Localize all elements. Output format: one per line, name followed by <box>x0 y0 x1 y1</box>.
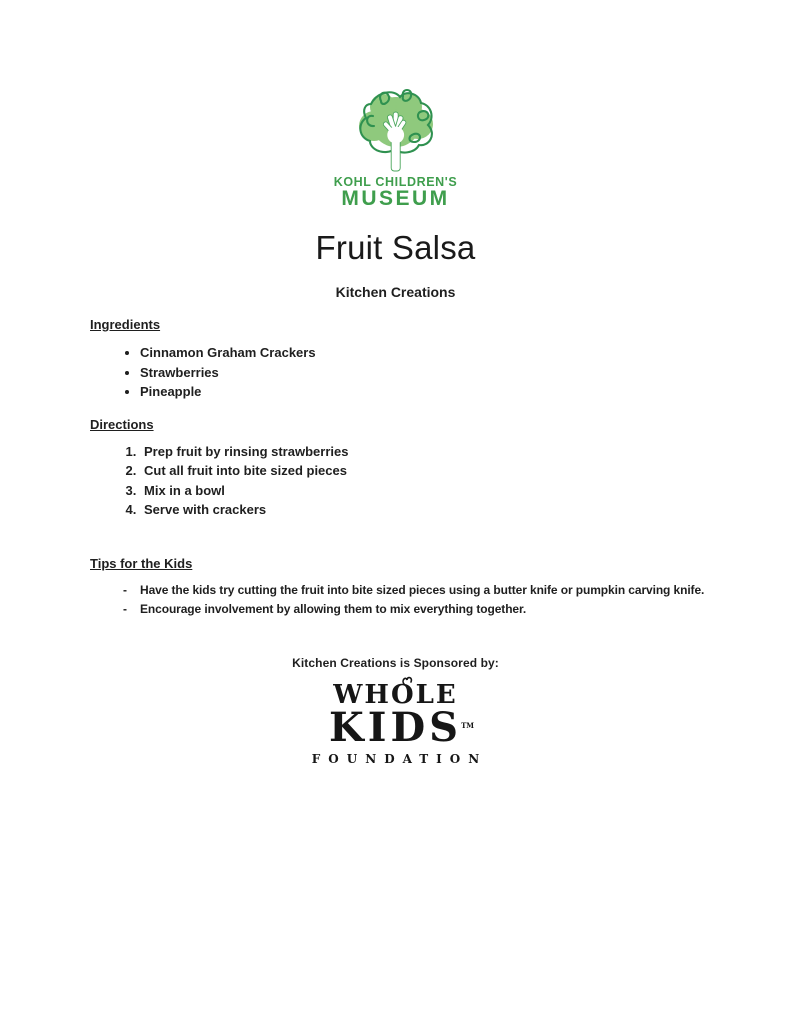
museum-name-line1: KOHL CHILDREN'S <box>333 175 458 189</box>
list-item <box>140 481 761 501</box>
list-item <box>140 363 761 383</box>
tips-heading: Tips for the Kids <box>90 555 193 571</box>
wk-logo-foundation: FOUNDATION <box>311 751 488 766</box>
list-item <box>140 581 761 600</box>
direction-text: Mix in a bowl <box>144 482 225 498</box>
tree-with-hand-icon <box>350 86 442 172</box>
wk-logo-kids-text: KIDS <box>328 703 463 751</box>
ingredient-text: Cinnamon Graham Crackers <box>140 345 316 360</box>
ingredient-text: Strawberries <box>140 364 219 380</box>
ingredient-text: Pineapple <box>140 384 202 399</box>
list-item <box>140 343 761 363</box>
sprout-icon <box>401 675 414 685</box>
list-item <box>140 500 761 520</box>
list-item <box>140 600 761 619</box>
direction-text: Cut all fruit into bite sized pieces <box>144 463 347 478</box>
list-item <box>140 382 761 402</box>
museum-logo <box>0 86 791 211</box>
direction-text: Serve with crackers <box>144 502 267 517</box>
recipe-title: Fruit Salsa <box>315 229 476 266</box>
tip-text: Encourage involvement by allowing them to mix everything together. <box>140 601 527 616</box>
directions-list <box>90 442 761 520</box>
whole-kids-foundation-logo <box>0 679 791 767</box>
ingredients-heading: Ingredients <box>90 317 161 332</box>
trademark-symbol: TM <box>461 720 475 730</box>
list-item <box>140 442 761 462</box>
museum-name-line2: MUSEUM <box>341 187 450 210</box>
tips-list <box>90 581 761 619</box>
list-item <box>140 461 761 481</box>
wk-logo-whole-text: WHOLE <box>333 679 458 710</box>
recipe-subtitle: Kitchen Creations <box>335 284 456 300</box>
directions-heading: Directions <box>90 416 154 432</box>
ingredients-list <box>90 343 761 402</box>
recipe-body <box>0 317 791 619</box>
direction-text: Prep fruit by rinsing strawberries <box>144 443 349 459</box>
sponsor-label: Kitchen Creations is Sponsored by: <box>292 655 499 670</box>
tip-text: Have the kids try cutting the fruit into bite sized pieces using a butter knife or pumpkin carving knife. <box>140 582 705 597</box>
wk-logo-kids <box>328 703 475 751</box>
